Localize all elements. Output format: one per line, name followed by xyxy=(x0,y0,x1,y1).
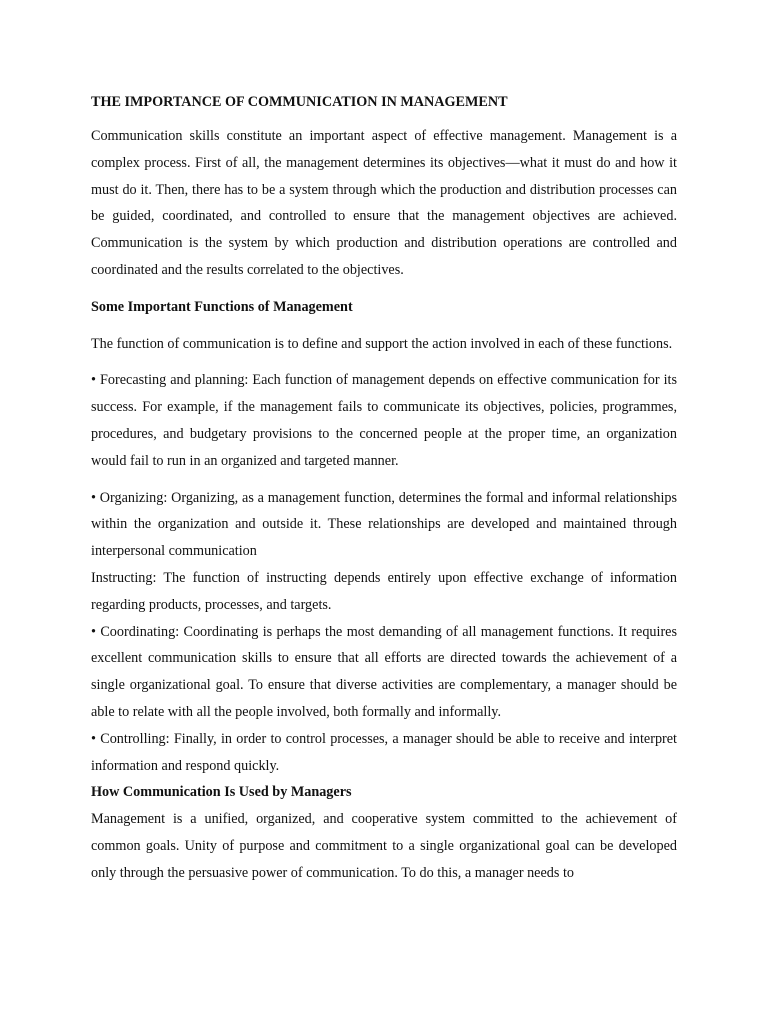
document-title: THE IMPORTANCE OF COMMUNICATION IN MANAGEMENT xyxy=(91,94,508,110)
functions-heading: Some Important Functions of Management xyxy=(91,298,353,315)
functions-intro-paragraph: The function of communication is to define and support the action involved in each of these functions. xyxy=(91,335,673,352)
instructing-paragraph: Instructing: The function of instructing depends entirely upon effective exchange of information regarding products, processes, and targets. xyxy=(91,569,677,613)
controlling-bullet: • Controlling: Finally, in order to control processes, a manager should be able to receive and interpret information and respond quickly. xyxy=(91,730,677,774)
intro-paragraph: Communication skills constitute an important aspect of effective management. Management is a complex process. First of all, the management determines its objectives—what it must do and how it must do it. Then, there has to be a system through which the production and distribution processes can be guided, coordinated, and controlled to ensure that the management objectives are achieved. Communication is the system by which production and distribution operations are controlled and coordinated and the results correlated to the objectives. xyxy=(91,128,677,278)
usage-heading: How Communication Is Used by Managers xyxy=(91,784,352,801)
coordinating-bullet: • Coordinating: Coordinating is perhaps the most demanding of all management functions. It requires excellent communication skills to ensure that all efforts are directed towards the achievement of a single organizational goal. To ensure that diverse activities are complementary, a manager should be able to relate with all the people involved, both formally and informally. xyxy=(91,623,677,720)
organizing-bullet: • Organizing: Organizing, as a management function, determines the formal and informal relationships within the organization and outside it. These relationships are developed and maintained through interpersonal communication xyxy=(91,489,677,560)
usage-paragraph: Management is a unified, organized, and cooperative system committed to the achievement of common goals. Unity of purpose and commitment to a single organizational goal can be developed only through the persuasive power of communication. To do this, a manager needs to xyxy=(91,811,677,881)
forecasting-bullet: • Forecasting and planning: Each function of management depends on effective communication for its success. For example, if the management fails to communicate its objectives, policies, programmes, procedures, and budgetary provisions to the concerned people at the proper time, an organization would fail to run in an organized and targeted manner. xyxy=(91,372,677,469)
